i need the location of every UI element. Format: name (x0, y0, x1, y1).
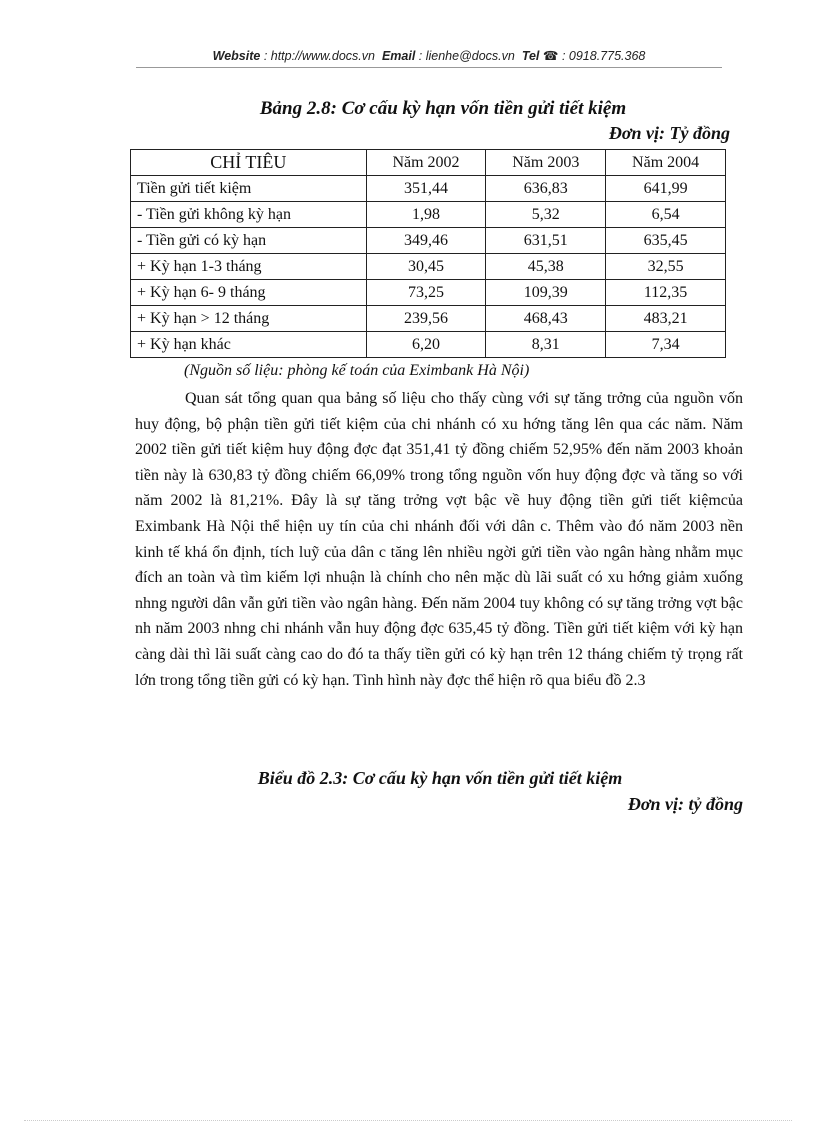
row-label: - Tiền gửi có kỳ hạn (131, 228, 367, 254)
table-cell: 5,32 (486, 202, 606, 228)
table-cell: 7,34 (606, 332, 726, 358)
table-unit: Đơn vị: Tỷ đồng (608, 123, 730, 143)
table-cell: 468,43 (486, 306, 606, 332)
email-value: : lienhe@docs.vn (418, 49, 515, 63)
table-row (131, 306, 726, 332)
website-value: : http://www.docs.vn (263, 49, 375, 63)
table-cell: 631,51 (486, 228, 606, 254)
table-row (131, 332, 726, 358)
website-label: Website (212, 49, 261, 63)
table-cell: 112,35 (606, 280, 726, 306)
row-label: Tiền gửi tiết kiệm (131, 176, 367, 202)
page-header (136, 48, 722, 63)
row-label: - Tiền gửi không kỳ hạn (131, 202, 367, 228)
row-label: + Kỳ hạn > 12 tháng (131, 306, 367, 332)
column-header: Năm 2004 (606, 150, 726, 176)
row-label: + Kỳ hạn 6- 9 tháng (131, 280, 367, 306)
table-title: Bảng 2.8: Cơ cấu kỳ hạn vốn tiền gửi tiết kiệm (259, 98, 627, 119)
footer-divider (24, 1120, 792, 1121)
tel-label: Tel (521, 49, 540, 63)
table-cell: 8,31 (486, 332, 606, 358)
column-header: CHỈ TIÊU (131, 150, 367, 176)
table-row (131, 176, 726, 202)
body-text (135, 386, 743, 693)
chart-unit: Đơn vị: tỷ đồng (627, 794, 743, 814)
source-note: (Nguồn số liệu: phòng kế toán của Eximbank Hà Nội) (184, 362, 530, 379)
table-row (131, 228, 726, 254)
table-cell: 30,45 (366, 254, 486, 280)
table-cell: 6,20 (366, 332, 486, 358)
savings-table (130, 149, 726, 358)
table-cell: 32,55 (606, 254, 726, 280)
table-cell: 109,39 (486, 280, 606, 306)
email-label: Email (381, 49, 416, 63)
table-cell: 636,83 (486, 176, 606, 202)
table-cell: 483,21 (606, 306, 726, 332)
table-cell: 641,99 (606, 176, 726, 202)
column-header: Năm 2003 (486, 150, 606, 176)
header-divider (136, 67, 722, 68)
table-cell: 6,54 (606, 202, 726, 228)
table-cell: 239,56 (366, 306, 486, 332)
table-cell: 73,25 (366, 280, 486, 306)
table-cell: 45,38 (486, 254, 606, 280)
table-row (131, 254, 726, 280)
table-cell: 1,98 (366, 202, 486, 228)
table-cell: 349,46 (366, 228, 486, 254)
table-cell: 635,45 (606, 228, 726, 254)
table-row (131, 202, 726, 228)
column-header: Năm 2002 (366, 150, 486, 176)
row-label: + Kỳ hạn khác (131, 332, 367, 358)
tel-value: ☎ : 0918.775.368 (542, 49, 646, 63)
chart-title: Biểu đồ 2.3: Cơ cấu kỳ hạn vốn tiền gửi tiết kiệm (257, 768, 623, 788)
table-cell: 351,44 (366, 176, 486, 202)
row-label: + Kỳ hạn 1-3 tháng (131, 254, 367, 280)
table-header-row (131, 150, 726, 176)
table-row (131, 280, 726, 306)
paragraph: Quan sát tổng quan qua bảng số liệu cho thấy cùng với sự tăng trởng của nguồn vốn huy động, bộ phận tiền gửi tiết kiệm của chi nhánh có xu hớng tăng lên qua các năm. Năm 2002 tiền gửi tiết kiệm huy động đợc đạt 351,41 tỷ đồng chiếm 52,95% đến năm 2003 khoản tiền này là 630,83 tỷ đồng chiếm 66,09% trong tổng nguồn vốn huy động đợc và tăng so với năm 2002 là 81,21%. Đây là sự tăng trởng vợt bậc về huy động tiền gửi tiết kiệmcủa Eximbank Hà Nội thể hiện uy tín của chi nhánh đối với dân c. Thêm vào đó năm 2003 nền kinh tế khá ổn định, tích luỹ của dân c tăng lên nhiều ngời gửi tiền vào ngân hàng nhằm mục đích an toàn và tìm kiếm lợi nhuận là chính cho nên mặc dù lãi suất có xu hớng giảm xuống nhng người dân vẫn gửi tiền vào ngân hàng. Đến năm 2004 tuy không có sự tăng trởng vợt bậc nh năm 2003 nhng chi nhánh vẫn huy động đợc 635,45 tỷ đồng. Tiền gửi tiết kiệm với kỳ hạn càng dài thì lãi suất càng cao do đó ta thấy tiền gửi có kỳ hạn trên 12 tháng chiếm tỷ trọng rất lớn trong tổng tiền gửi có kỳ hạn. Tình hình này đợc thể hiện rõ qua biểu đồ 2.3 (135, 390, 743, 689)
